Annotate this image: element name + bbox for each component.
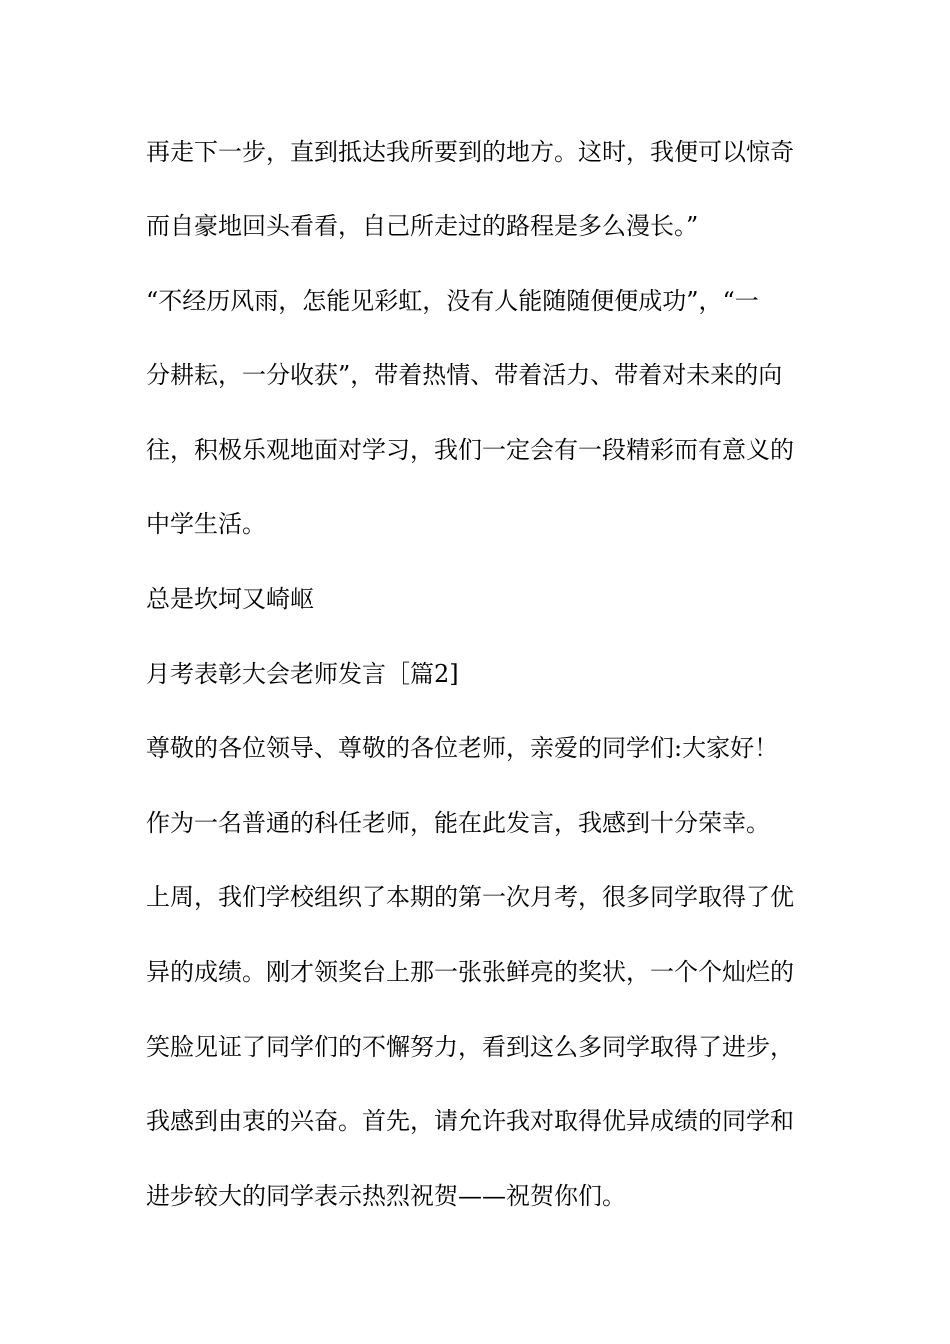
paragraph-line: 进步较大的同学表示热烈祝贺——祝贺你们。 [146, 1182, 626, 1210]
paragraph-line: 而自豪地回头看看，自己所走过的路程是多么漫长。” [146, 212, 699, 240]
paragraph-line: 笑脸见证了同学们的不懈努力，看到这么多同学取得了进步， [146, 1033, 794, 1061]
paragraph-line: 上周，我们学校组织了本期的第一次月考，很多同学取得了优 [146, 883, 794, 911]
heading-line: 总是坎坷又崎岖 [146, 585, 314, 613]
paragraph-line: “不经历风雨，怎能见彩虹，没有人能随随便便成功”，“一 [146, 287, 759, 315]
paragraph-line: 再走下一步，直到抵达我所要到的地方。这时，我便可以惊奇 [146, 138, 794, 166]
paragraph-line: 中学生活。 [146, 510, 266, 538]
paragraph-line: 往，积极乐观地面对学习，我们一定会有一段精彩而有意义的 [146, 436, 794, 464]
paragraph-line: 异的成绩。刚才领奖台上那一张张鲜亮的奖状，一个个灿烂的 [146, 958, 794, 986]
section-title: 月考表彰大会老师发言［篇2] [146, 660, 459, 688]
greeting-line: 尊敬的各位领导、尊敬的各位老师，亲爱的同学们:大家好！ [146, 734, 779, 762]
paragraph-line: 分耕耘，一分收获”，带着热情、带着活力、带着对未来的向 [146, 361, 783, 389]
paragraph-line: 我感到由衷的兴奋。首先，请允许我对取得优异成绩的同学和 [146, 1107, 794, 1135]
paragraph-line: 作为一名普通的科任老师，能在此发言，我感到十分荣幸。 [146, 809, 770, 837]
